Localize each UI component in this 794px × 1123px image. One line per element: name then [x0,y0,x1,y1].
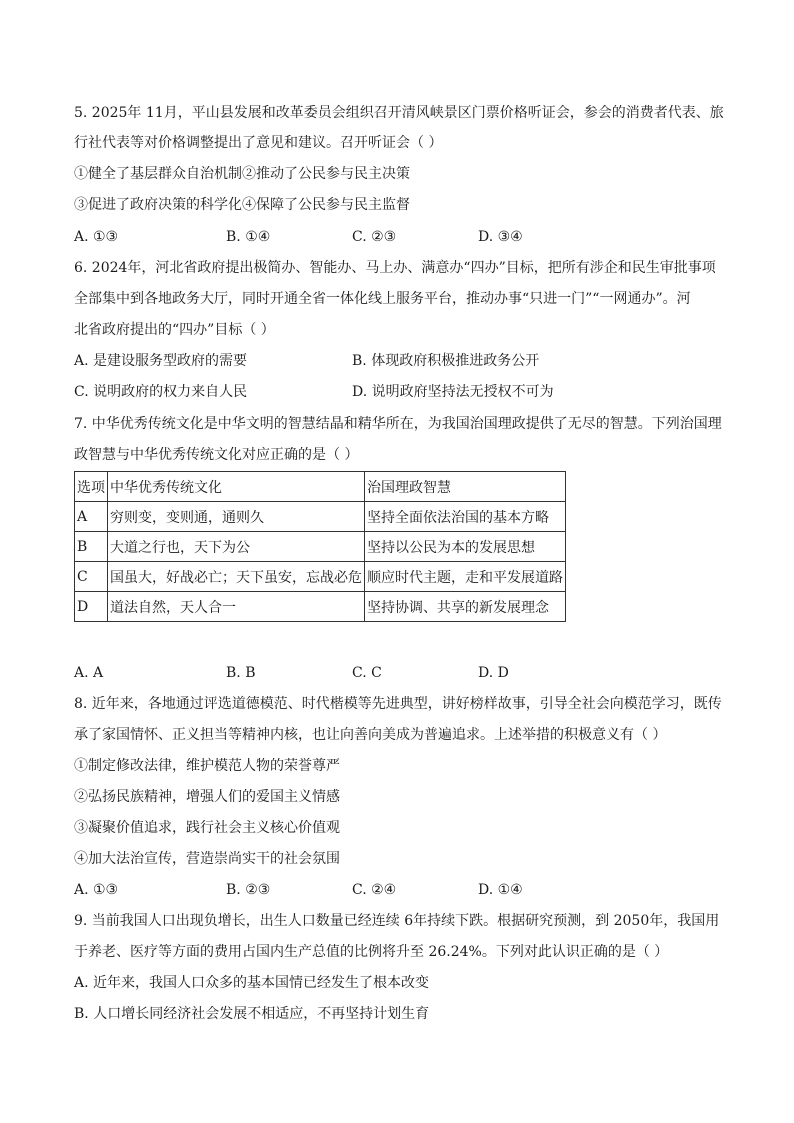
q5-stem-line1: 5. 2025年 11月，平山县发展和改革委员会组织召开清风峡景区门票价格听证会，参会的消费者代表、旅 [74,105,724,121]
q9-stem-line2: 于养老、医疗等方面的费用占国内生产总值的比例将升至 26.24%。下列对此认识正确的是（ ） [74,944,669,960]
q9-option-a: A. 近年来，我国人口众多的基本国情已经发生了根本改变 [74,975,430,991]
q7-stem-line1: 7. 中华优秀传统文化是中华文明的智慧结晶和精华所在，为我国治国理政提供了无尽的智慧。下列治国理 [74,416,722,432]
table-cell: 坚持以公民为本的发展思想 [365,532,566,562]
table-header-governance: 治国理政智慧 [365,472,566,502]
q8-option-a: A. ①③ [74,882,119,898]
table-cell: C [75,562,108,592]
q6-option-d: D. 说明政府坚持法无授权不可为 [352,384,554,400]
q8-statement-4: ④加大法治宣传，营造崇尚实干的社会氛围 [74,851,340,867]
q6-options-row2 [74,382,724,402]
q8-option-d: D. ①④ [478,882,523,898]
q6-stem-line1: 6. 2024年，河北省政府提出极简办、智能办、马上办、满意办“四办”目标，把所有涉企和民生审批事项 [74,260,716,276]
q6-options-row1 [74,351,724,371]
table-cell: 大道之行也，天下为公 [108,532,365,562]
table-row [75,592,566,622]
q6-option-b: B. 体现政府积极推进政务公开 [352,353,540,369]
table-cell: 穷则变，变则通，通则久 [108,502,365,532]
table-row [75,502,566,532]
q7-option-a: A. A [74,665,104,681]
table-row [75,532,566,562]
q5-statement-1: ①健全了基层群众自治机制②推动了公民参与民主决策 [74,166,410,182]
q9-option-b: B. 人口增长同经济社会发展不相适应，不再坚持计划生育 [74,1006,430,1022]
table-cell: 国虽大，好战必亡；天下虽安，忘战必危 [108,562,365,592]
q5-options [74,227,724,247]
q6-option-c: C. 说明政府的权力来自人民 [74,384,248,400]
q7-table [74,471,566,622]
q5-option-b: B. ①④ [226,229,271,245]
table-cell: D [75,592,108,622]
table-cell: 坚持协调、共享的新发展理念 [365,592,566,622]
q6-stem-line3: 北省政府提出的“四办”目标（ ） [74,322,275,338]
table-cell: 顺应时代主题，走和平发展道路 [365,562,566,592]
q8-statement-1: ①制定修改法律，维护模范人物的荣誉尊严 [74,758,340,774]
q8-statement-2: ②弘扬民族精神，增强人们的爱国主义情感 [74,789,340,805]
q5-option-d: D. ③④ [478,229,523,245]
q6-option-a: A. 是建设服务型政府的需要 [74,353,248,369]
table-cell: 坚持全面依法治国的基本方略 [365,502,566,532]
table-cell: B [75,532,108,562]
table-cell: A [75,502,108,532]
q6-stem-line2: 全部集中到各地政务大厅，同时开通全省一体化线上服务平台，推动办事“只进一门”“一网通办”。河 [74,291,691,307]
q9-stem-line1: 9. 当前我国人口出现负增长，出生人口数量已经连续 6年持续下跌。根据研究预测，到 2050年，我国用 [74,913,720,929]
q5-option-c: C. ②③ [352,229,397,245]
q7-option-b: B. B [226,665,256,681]
q5-stem-line2: 行社代表等对价格调整提出了意见和建议。召开听证会（ ） [74,135,443,151]
q5-option-a: A. ①③ [74,229,119,245]
q7-stem-line2: 政智慧与中华优秀传统文化对应正确的是（ ） [74,447,359,463]
q8-option-c: C. ②④ [352,882,397,898]
q5-statement-2: ③促进了政府决策的科学化④保障了公民参与民主监督 [74,197,410,213]
table-cell: 道法自然，天人合一 [108,592,365,622]
table-row [75,562,566,592]
q8-statement-3: ③凝聚价值追求，践行社会主义核心价值观 [74,820,340,836]
table-header-option: 选项 [75,472,108,502]
q8-stem-line2: 承了家国情怀、正义担当等精神内核，也让向善向美成为普遍追求。上述举措的积极意义有（ ） [74,727,667,743]
q8-options [74,880,724,900]
q7-option-d: D. D [478,665,509,681]
table-header-culture: 中华优秀传统文化 [108,472,365,502]
q8-stem-line1: 8. 近年来，各地通过评选道德模范、时代楷模等先进典型，讲好榜样故事，引导全社会向模范学习，既传 [74,696,722,712]
q7-options [74,663,724,683]
q7-option-c: C. C [352,665,382,681]
q8-option-b: B. ②③ [226,882,271,898]
table-header-row [75,472,566,502]
